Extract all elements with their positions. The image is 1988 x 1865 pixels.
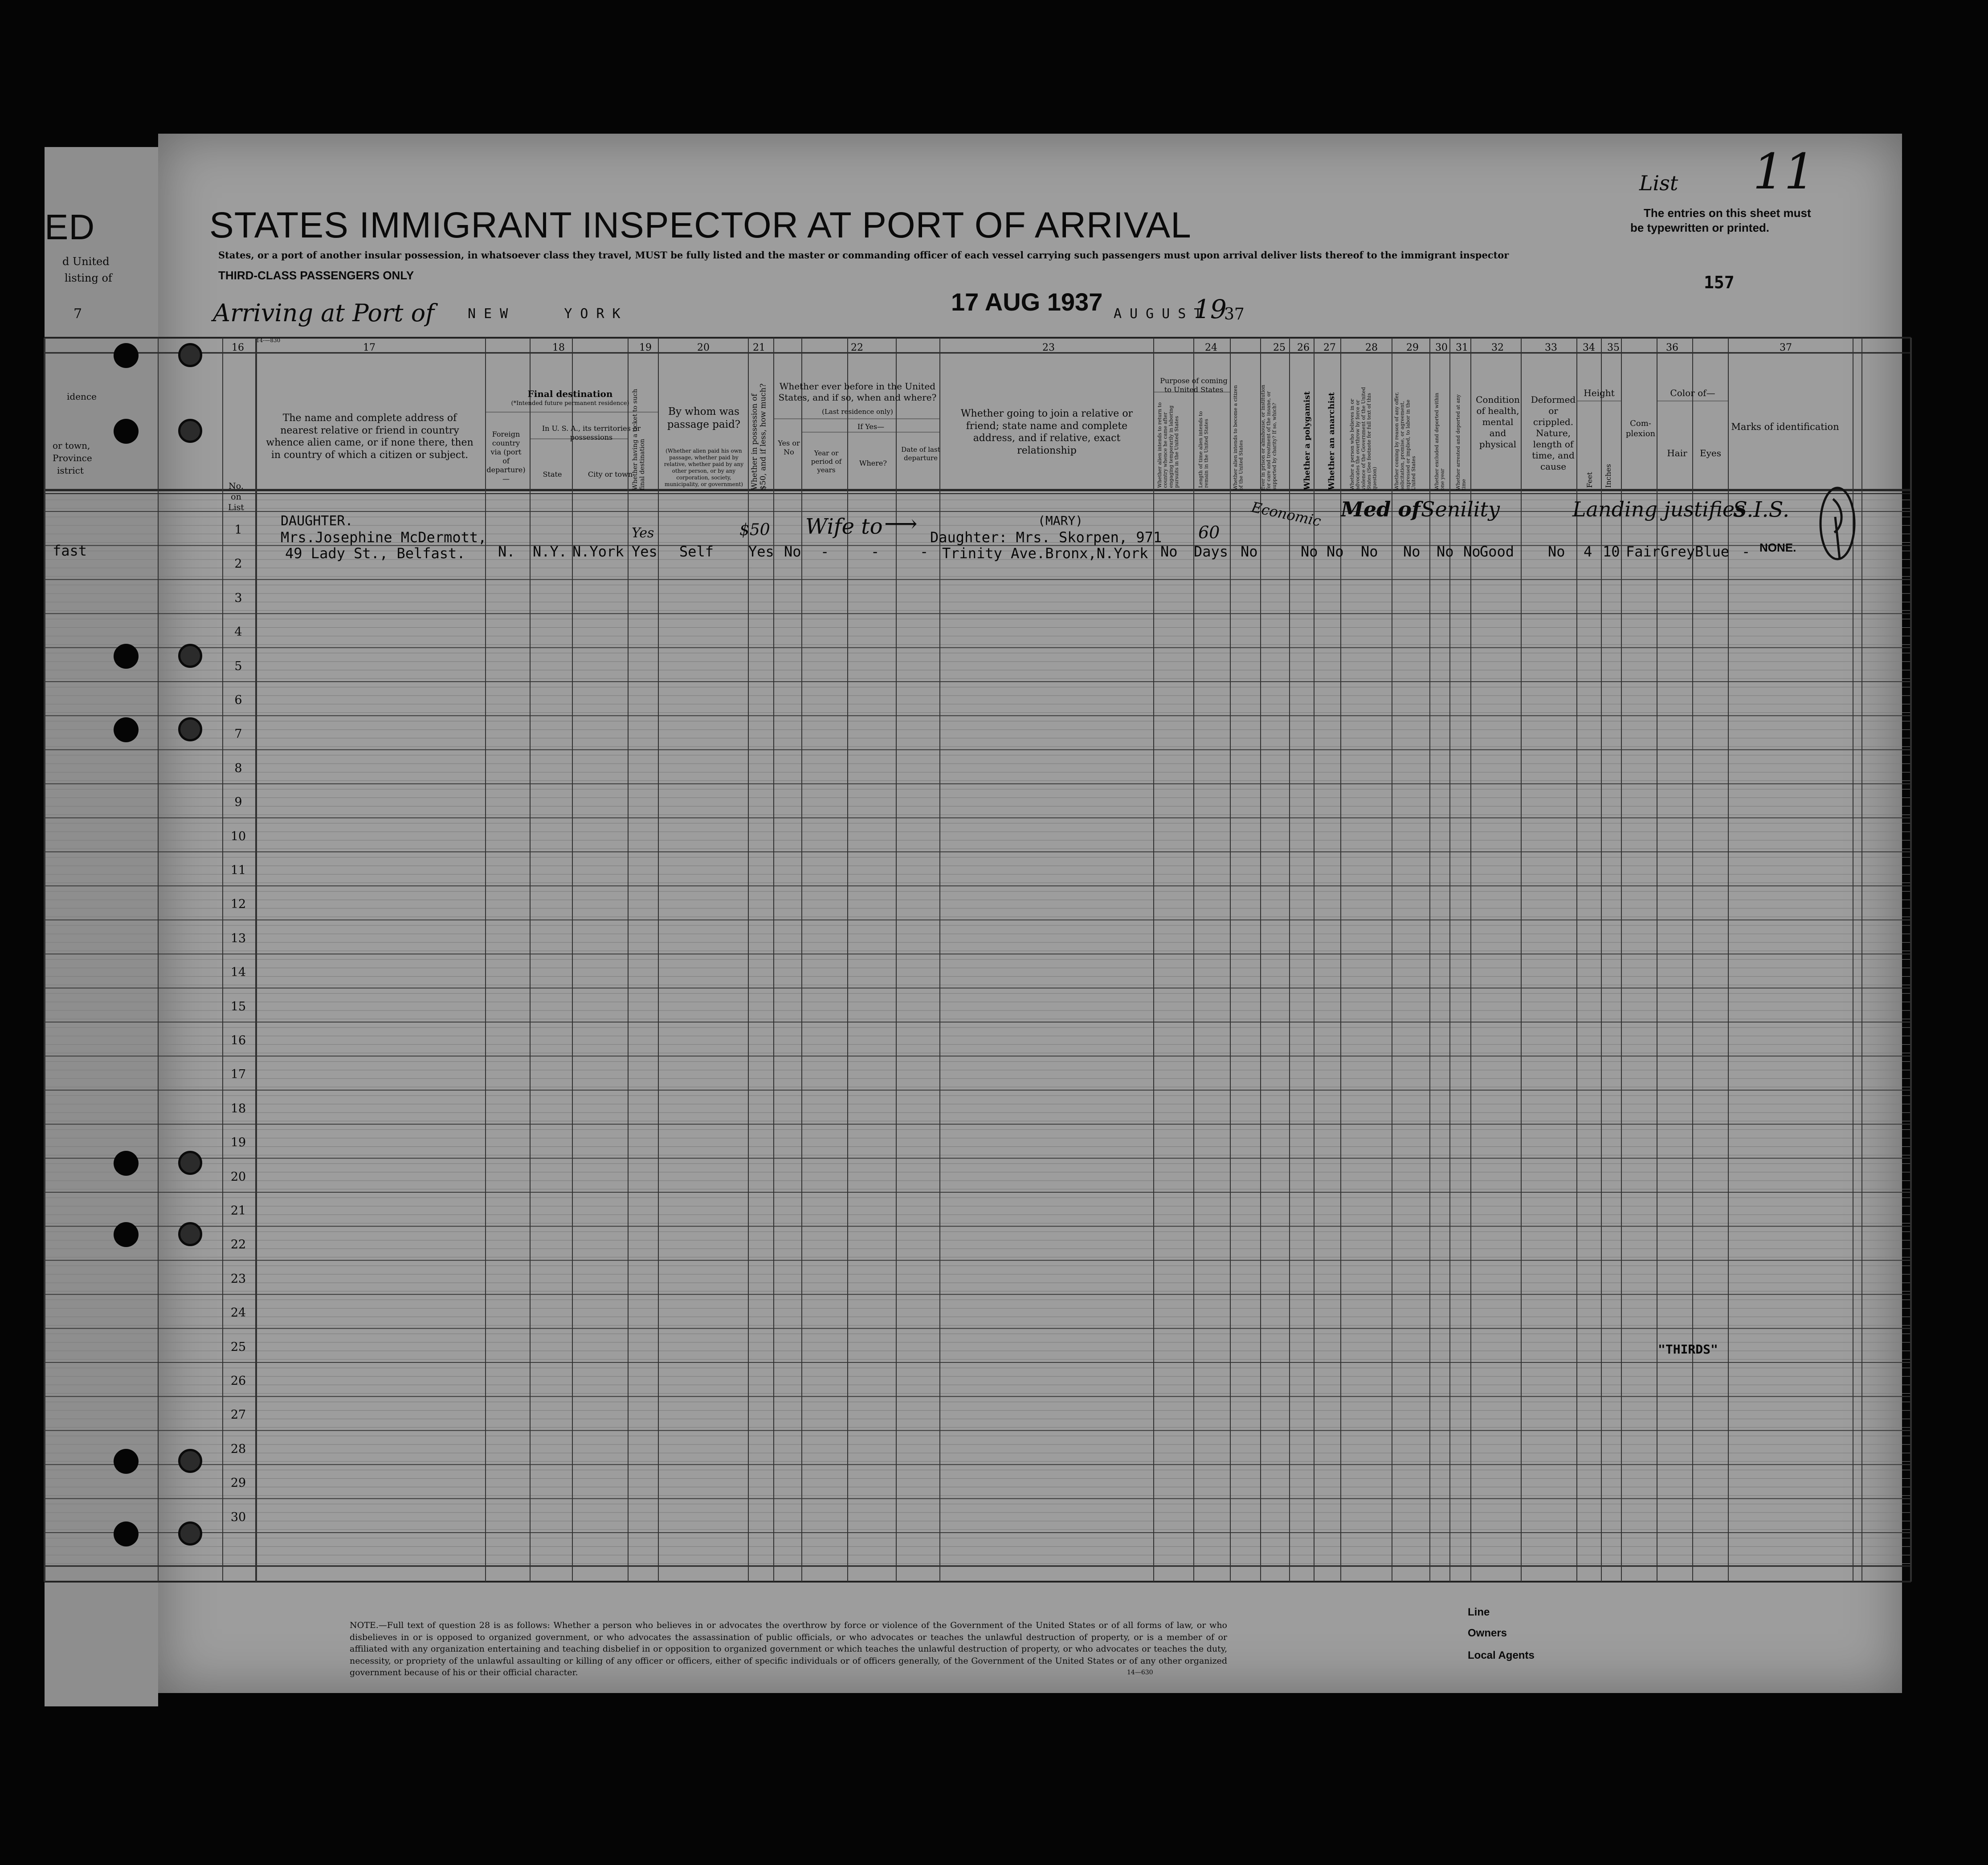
punch-hole [178, 1449, 202, 1473]
list-label: List [1639, 171, 1678, 195]
row1-deformed: No [1548, 543, 1565, 560]
col30-header: Whether excluded and deported within one year [1434, 393, 1445, 490]
row-number: 10 [230, 829, 246, 843]
col26-header: Whether a polygamist [1302, 391, 1312, 490]
column-number: 32 [1491, 342, 1504, 353]
column-number: 20 [697, 342, 710, 353]
column-number: 37 [1780, 342, 1792, 353]
left-header-fragment: Province [53, 453, 92, 463]
left-fragment-line: d United [62, 255, 110, 268]
punch-hole [114, 1222, 139, 1247]
sheet-number: 157 [1704, 273, 1735, 292]
punch-hole [114, 1449, 139, 1474]
col37-header: Marks of identification [1731, 421, 1839, 432]
col21-header: Whether in possession of $50, and if less, how much? [750, 383, 768, 490]
row1-length: Days [1194, 543, 1229, 560]
column-number: 19 [639, 342, 652, 353]
row1-eyes: Blue [1695, 543, 1730, 560]
col34-inches: Inches [1604, 464, 1612, 488]
col34-header: Height [1584, 388, 1615, 398]
row1-ticket-hand: Yes [632, 525, 654, 541]
row1-year: - [821, 543, 829, 560]
row1-hand-28: Med of [1341, 497, 1421, 521]
col22-where: Where? [859, 459, 887, 467]
left-residence-row1: fast [53, 542, 87, 559]
col31-header: Whether arrested and deported at any time [1455, 394, 1467, 490]
punch-hole [178, 419, 202, 443]
row-number: 26 [230, 1374, 246, 1388]
row-number: 2 [234, 557, 242, 571]
line-label: Line [1468, 1606, 1490, 1618]
col36-header: Color of— [1670, 388, 1715, 398]
column-number: 22 [851, 342, 863, 353]
typewritten-note: The entries on this sheet must [1644, 206, 1811, 220]
row-number: 7 [234, 727, 242, 741]
col19-header: Whether having a ticket to such final destination [632, 389, 646, 490]
row1-address-line2: 49 Lady St., Belfast. [285, 545, 465, 562]
page-title: STATES IMMIGRANT INSPECTOR AT PORT OF ARRIVAL [209, 205, 1192, 245]
left-fragment-line: listing of [65, 272, 112, 284]
punch-hole [178, 644, 202, 668]
row1-return: No [1160, 543, 1178, 560]
row-number: 13 [230, 931, 246, 945]
col24-header: Purpose of coming to United States [1160, 376, 1228, 394]
row-number: 16 [230, 1034, 246, 1047]
owners-label: Owners [1468, 1627, 1507, 1639]
row-number: 3 [234, 591, 242, 605]
footer-form-code: 14—630 [1127, 1669, 1153, 1676]
column-number: 28 [1365, 342, 1378, 353]
col32-header: Condition of health, mental and physical [1476, 394, 1520, 450]
col33-header: Deformed or crippled. Nature, length of time, and cause [1531, 394, 1576, 472]
local-agents-label: Local Agents [1468, 1649, 1535, 1661]
col22-yesno: Yes or No [778, 439, 800, 456]
row1-relation: DAUGHTER. [281, 513, 353, 529]
left-header-fragment: istrict [57, 465, 84, 476]
date-stamp: 17 AUG 1937 [951, 288, 1103, 316]
row1-marks: NONE. [1759, 541, 1796, 554]
year-suffix: 37 [1224, 305, 1245, 323]
row1-excluded: No [1463, 543, 1481, 560]
row1-join-note: (MARY) [1038, 513, 1083, 528]
row1-polygamist: No [1327, 543, 1344, 560]
column-number: 35 [1607, 342, 1620, 353]
row-number: 23 [230, 1272, 246, 1286]
col23-header: Whether going to join a relative or friend; state name and complete address, and if relative, exact relationship [960, 408, 1133, 456]
row1-join-line1: Daughter: Mrs. Skorpen, 971 [930, 529, 1162, 546]
row1-state: N.Y. [533, 543, 567, 560]
row1-where: - [871, 543, 880, 560]
row1-citizen: No [1241, 543, 1258, 560]
row-number: 9 [234, 795, 242, 810]
row-number: 18 [230, 1101, 246, 1116]
row1-date-depart: - [920, 543, 929, 560]
col27-header: Whether an anarchist [1327, 392, 1336, 490]
punch-hole [178, 343, 202, 367]
row-number: 6 [234, 693, 242, 707]
col25-header: Whether alien intends to become a citizen of the United States [1233, 385, 1244, 490]
arrow-icon: ⟶ [884, 511, 918, 537]
row-number: 8 [234, 761, 242, 775]
row1-complexion: Fair [1626, 543, 1661, 560]
column-number: 30 [1435, 342, 1448, 353]
footnote: NOTE.—Full text of question 28 is as follows: Whether a person who believes in or advocates the overthrow by force or violence of the Government of the United States or of all forms of law, or who disbelieves in or is opposed to organized government, or who advocates the assassination of public officials, or who advocates or teaches the unlawful destruction of property, or is a member of or affiliated with any organization entertaining and teaching disbelief in or opposition to organized government or which teaches the unlawful destruction of property, or who advocates or teaches the duty, necessity, or propriety of the unlawful assaulting or killing of any officer or officers, either of specific individuals or of officers generally, of the Government of the United States or of any other organized government because of his or their official character. [350, 1620, 1227, 1678]
row1-anarchist: No [1361, 543, 1378, 560]
col18-foreign: Foreign country via (port of departure)— [486, 430, 526, 483]
row1-hand-33: Landing justifies [1572, 497, 1745, 521]
arriving-label: Arriving at Port of [213, 299, 435, 327]
punch-hole [114, 1151, 139, 1176]
punch-hole [178, 1521, 202, 1546]
col22-year: Year or period of years [811, 449, 842, 474]
row1-prison: No [1301, 543, 1318, 560]
punch-hole [114, 717, 139, 742]
row-number: 19 [230, 1136, 246, 1150]
col17-header: The name and complete address of nearest relative or friend in country whence alien came, or if none there, then in country of which a citizen or subject. [266, 413, 474, 461]
row1-length-num: 60 [1198, 523, 1220, 542]
row-number: 24 [230, 1306, 246, 1320]
column-number: 23 [1042, 342, 1055, 353]
row-number: 27 [230, 1408, 246, 1422]
column-number: 16 [232, 342, 244, 353]
row-number: 1 [234, 523, 242, 537]
col36-eyes: Eyes [1700, 448, 1721, 458]
left-header-fragment: or town, [53, 440, 90, 451]
row1-join-line2: Trinity Ave.Bronx,N.York [942, 545, 1148, 562]
col16-header: No. on List [228, 481, 245, 512]
column-number: 33 [1545, 342, 1557, 353]
punch-hole [114, 1521, 139, 1546]
typewritten-note: be typewritten or printed. [1630, 221, 1770, 234]
row-number: 17 [230, 1067, 246, 1082]
row-number: 5 [234, 659, 242, 673]
col20-note: (Whether alien paid his own passage, whether paid by relative, whether paid by any other person, or by any corporation, society, municipality, or government) [664, 448, 744, 487]
thirds-stamp: "THIRDS" [1658, 1342, 1718, 1357]
col18-state: State [543, 470, 562, 479]
col22-note: (Last residence only) [822, 408, 893, 416]
row-number: 14 [230, 965, 246, 980]
row1-money: Yes [748, 543, 774, 560]
row1-feet: 4 [1584, 543, 1592, 560]
row-number: 21 [230, 1204, 246, 1218]
col28-header: Whether a person who believes in or advocates the overthrow by force or violence of the Government of the United States (See footnote for full text of this question) [1349, 387, 1378, 490]
row-number: 20 [230, 1170, 246, 1184]
col18-city: City or town [588, 470, 633, 479]
col18-usa: In U. S. A., its territories or possessions [542, 424, 641, 442]
row1-foreign-country: N. [498, 543, 515, 560]
column-number: 24 [1205, 342, 1217, 353]
date-typed: AUGUST [1114, 306, 1210, 322]
row1-health: Good [1480, 543, 1514, 560]
form-code-top: 14-—830 [256, 337, 281, 344]
subtitle: States, or a port of another insular possession, in whatsoever class they travel, MUST be fully listed and the master or commanding officer of each vessel carrying such passengers must upon arrival deliver lists thereof to the immigrant inspector [218, 249, 1509, 261]
row-number: 11 [230, 863, 246, 877]
col22-ifyes: If Yes— [857, 422, 885, 431]
row-number: 28 [230, 1442, 246, 1456]
row1-hand-annotation: Wife to [805, 514, 883, 539]
row-number: 4 [234, 625, 242, 639]
punch-hole [114, 644, 139, 669]
row1-paid-by: Self [679, 543, 714, 560]
row1-offer: No [1437, 543, 1454, 560]
class-line: THIRD-CLASS PASSENGERS ONLY [218, 269, 414, 282]
column-number: 29 [1406, 342, 1419, 353]
row1-hand-25: Economic [1249, 498, 1323, 530]
row-number: 15 [230, 999, 246, 1014]
col18-note: (*Intended future permanent residence) [511, 400, 629, 407]
row-number: 25 [230, 1340, 246, 1354]
punch-hole [114, 419, 139, 444]
official-initials-mark [1813, 481, 1862, 566]
col22-header: Whether ever before in the United States, and if so, when and where? [778, 381, 937, 403]
row-number: 22 [230, 1238, 246, 1252]
col22-date: Date of last departure [901, 446, 940, 462]
column-number: 21 [753, 342, 765, 353]
row1-inches: 10 [1603, 543, 1620, 560]
row1-hand-29: Senility [1421, 497, 1500, 521]
col29-header: Whether coming by reason of any offer, solicitation, promise, or agreement, expressed or implied, to labor in the United States [1394, 392, 1417, 490]
punch-hole [178, 717, 202, 741]
port-name: NEW YORK [468, 306, 629, 322]
col24-return: Whether alien intends to return to country whence he came after engaging temporarily in laboring pursuits in the United States [1157, 402, 1180, 488]
punch-hole [178, 1151, 202, 1175]
row-number: 29 [230, 1476, 246, 1490]
punch-hole [114, 343, 139, 368]
column-number: 36 [1666, 342, 1678, 353]
col18-header: Final destination [527, 389, 613, 399]
column-number: 31 [1456, 342, 1468, 353]
row1-hair: Grey [1661, 543, 1695, 560]
row1-overthrow: No [1403, 543, 1421, 560]
column-number: 27 [1323, 342, 1336, 353]
row1-address-line1: Mrs.Josephine McDermott, [281, 529, 487, 546]
year-prefix: 19 [1194, 294, 1227, 324]
row1-before-us: No [784, 543, 801, 560]
left-header-fragment: idence [67, 391, 97, 402]
punch-hole [178, 1222, 202, 1246]
list-number: 11 [1753, 143, 1815, 200]
row1-marks-dash: - [1742, 543, 1751, 560]
col20-header: By whom was passage paid? [667, 406, 741, 430]
column-number: 26 [1297, 342, 1310, 353]
column-number: 18 [552, 342, 565, 353]
row1-city: N.York [572, 543, 624, 560]
column-number: 34 [1583, 342, 1595, 353]
row1-hand-36: S.I.S. [1733, 497, 1790, 522]
row-number: 30 [230, 1510, 246, 1524]
left-fragment-line: 7 [73, 306, 82, 322]
row1-money-hand: $50 [739, 521, 770, 539]
col24-length: Length of time alien intends to remain in the United States [1198, 411, 1209, 488]
left-fragment-title: ED [45, 207, 95, 247]
column-number: 25 [1273, 342, 1286, 353]
col34-feet: Feet [1585, 472, 1594, 488]
col35-header: Com-plexion [1625, 419, 1656, 438]
col36-hair: Hair [1667, 448, 1687, 458]
col25b-header: Ever in prison or almshouse, or institution for care and treatment of the insane, or supported by charity? If so, which? [1260, 384, 1278, 490]
column-number: 17 [363, 342, 376, 353]
row-number: 12 [230, 897, 246, 912]
row1-ticket: Yes [632, 543, 657, 560]
